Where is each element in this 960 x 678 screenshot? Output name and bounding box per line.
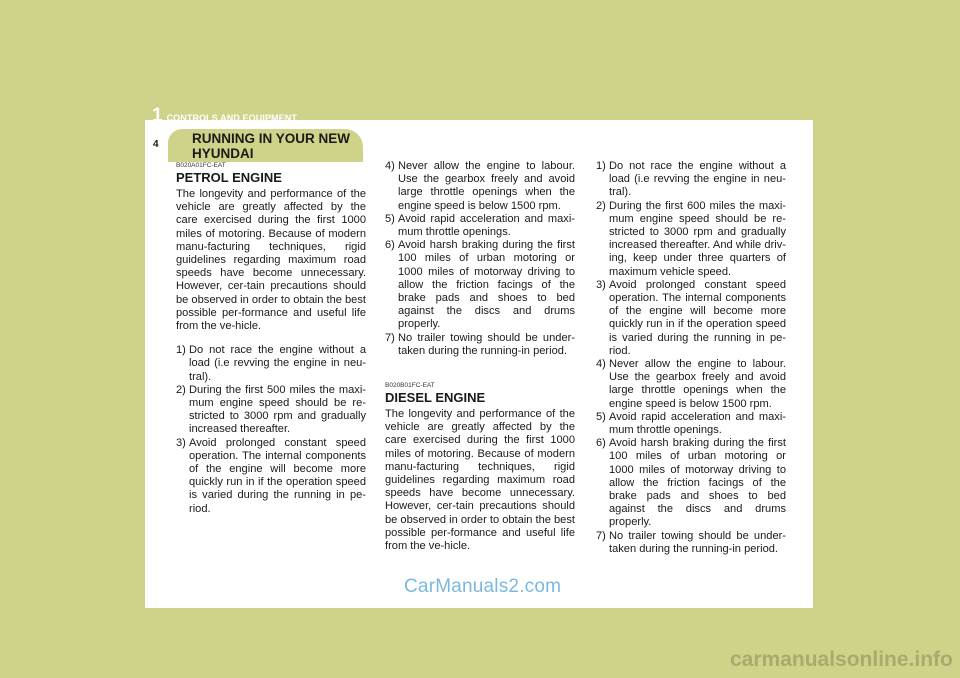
section-title: RUNNING IN YOUR NEW HYUNDAI [192, 131, 351, 161]
list-item: 7) No trailer towing should be under-taken during the running-in period. [596, 529, 786, 555]
list-item: 2) During the first 500 miles the maxi-mum engine speed should be re-stricted to 3000 rpm and gradually increased thereafter. [176, 383, 366, 436]
diesel-list [596, 160, 786, 556]
list-item: 4) Never allow the engine to labour. Use the gearbox freely and avoid large throttle openings when the engine speed is below 1500 rpm. [385, 160, 575, 212]
diesel-intro: The longevity and performance of the vehicle are greatly affected by the care exercised during the first 1000 miles of motoring. Because of modern manu-facturing techniques, rigid guidelines regarding maximum road speeds have become unnecessary. However, cer-tain precautions should be observed in order to obtain the best possible per-formance and useful life from the ve-hicle. [385, 408, 575, 553]
column-1 [176, 162, 366, 516]
footer-site-watermark: carmanualsonline.info [730, 648, 953, 671]
list-item: 5) Avoid rapid acceleration and maxi-mum throttle openings. [385, 212, 575, 239]
top-band [0, 0, 960, 120]
petrol-list-part-2 [385, 160, 575, 358]
chapter-header [152, 106, 297, 125]
list-item: 3) Avoid prolonged constant speed operation. The internal components of the engine will become more quickly run in if the operation speed is varied during the running in pe-riod. [596, 278, 786, 357]
petrol-heading: PETROL ENGINE [176, 170, 282, 185]
carmanuals-watermark[interactable]: CarManuals2.com [404, 576, 562, 597]
petrol-intro: The longevity and performance of the vehicle are greatly affected by the care exercised during the first 1000 miles of motoring. Because of modern manu-facturing techniques, rigid guidelines regarding maximum road speeds have become unnecessary. However, cer-tain precautions should be observed in order to obtain the best possible per-formance and useful life from the ve-hicle. [176, 188, 366, 333]
list-item: 5) Avoid rapid acceleration and maxi-mum throttle openings. [596, 410, 786, 437]
column-3 [596, 160, 786, 556]
chapter-title: CONTROLS AND EQUIPMENT [166, 113, 297, 123]
list-item: 3) Avoid prolonged constant speed operation. The internal components of the engine will become more quickly run in if the operation speed is varied during the running in pe-riod. [176, 436, 366, 515]
right-margin-band [813, 120, 960, 608]
diesel-heading: DIESEL ENGINE [385, 390, 486, 406]
chapter-number: 1 [152, 105, 163, 126]
list-item: 1) Do not race the engine without a load (i.e revving the engine in neu-tral). [176, 344, 366, 383]
left-margin-band [0, 120, 145, 608]
petrol-list-part-1 [176, 344, 366, 516]
column-2 [385, 160, 575, 564]
list-item: 6) Avoid harsh braking during the first 100 miles of urban motoring or 1000 miles of motorway driving to allow the friction facings of the brake pads and shoes to bed against the discs and drums properly. [385, 239, 575, 331]
page-number: 4 [153, 139, 159, 150]
list-item: 2) During the first 600 miles the maxi-mum engine speed should be re-stricted to 3000 rpm and gradually increased thereafter. And while driv-ing, keep under three quarters of maximum vehicle speed. [596, 199, 786, 278]
diesel-code: B020B01FC-EAT [385, 382, 435, 390]
list-item: 1) Do not race the engine without a load (i.e revving the engine in neu-tral). [596, 160, 786, 199]
list-item: 6) Avoid harsh braking during the first 100 miles of urban motoring or 1000 miles of motorway driving to allow the friction facings of the brake pads and shoes to bed against the discs and drums properly. [596, 437, 786, 529]
list-item: 4) Never allow the engine to labour. Use the gearbox freely and avoid large throttle openings when the engine speed is below 1500 rpm. [596, 358, 786, 410]
list-item: 7) No trailer towing should be under-taken during the running-in period. [385, 331, 575, 357]
petrol-code: B020A01FC-EAT [176, 162, 226, 169]
